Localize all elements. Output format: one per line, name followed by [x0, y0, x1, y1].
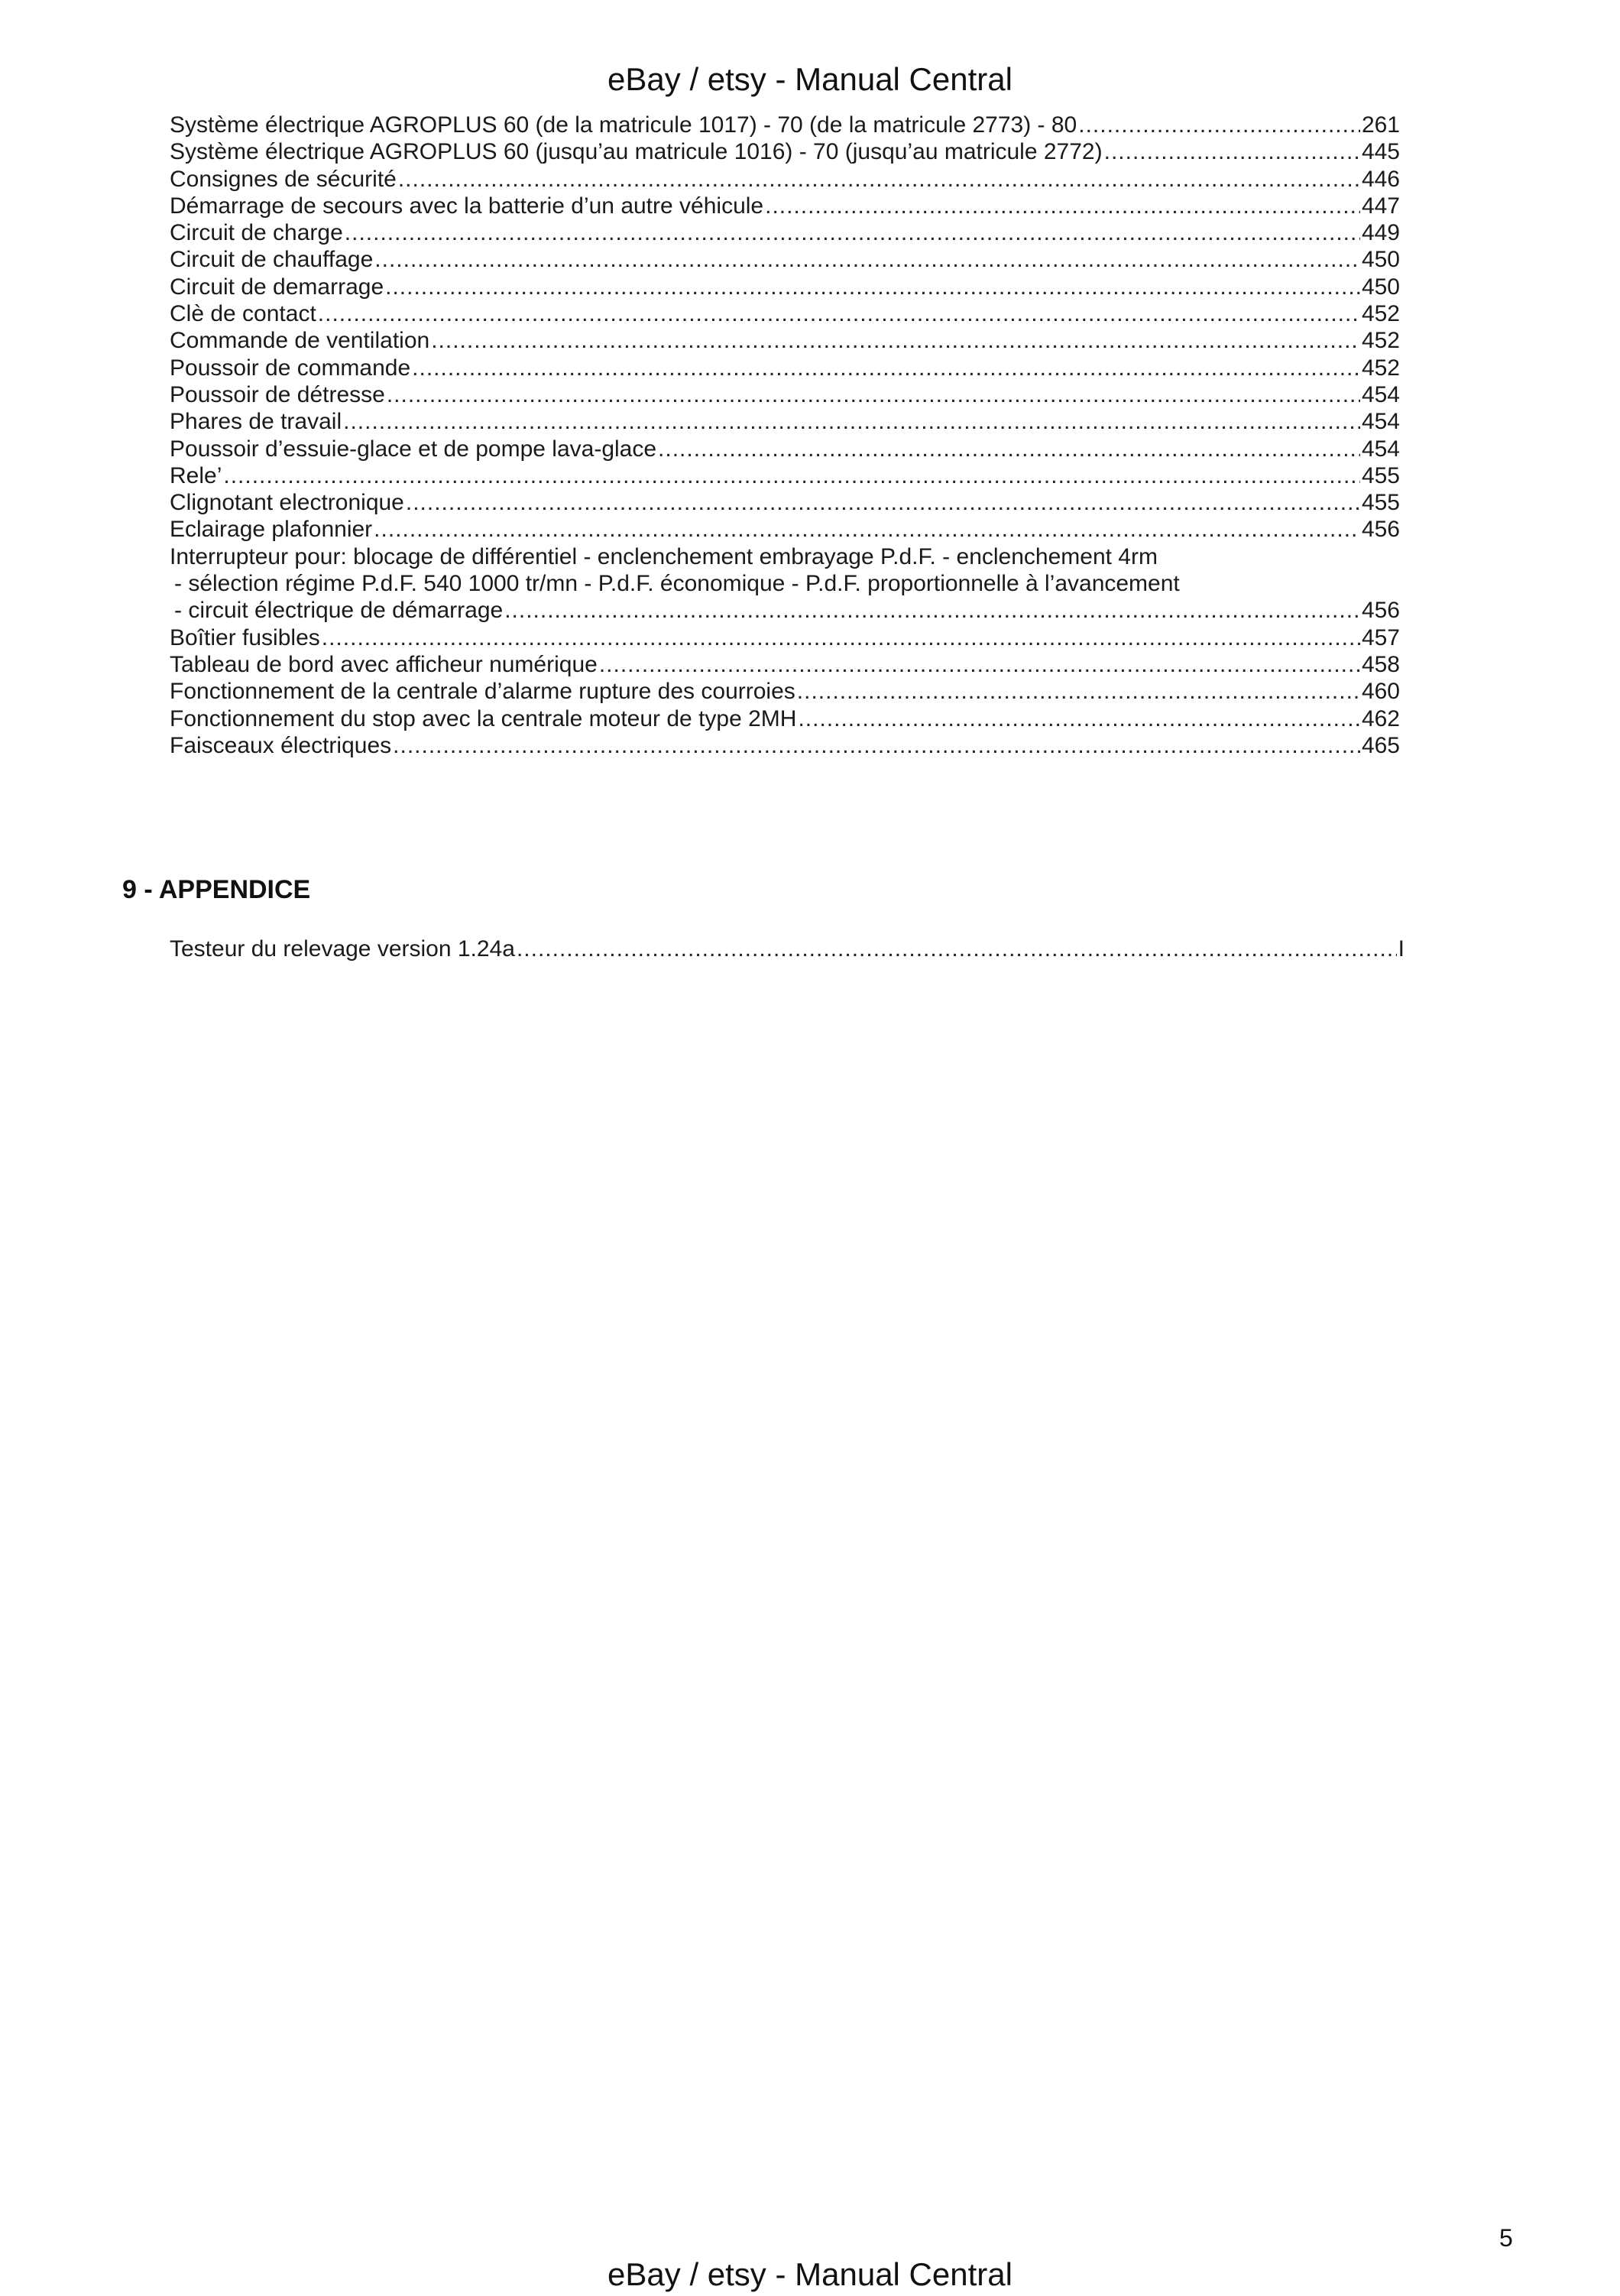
toc-entry-label: Consignes de sécurité [170, 166, 397, 192]
page-footer-title: eBay / etsy - Manual Central [608, 2256, 1013, 2292]
page-header-title: eBay / etsy - Manual Central [608, 61, 1013, 97]
toc-entry[interactable] [170, 193, 1400, 219]
section-heading-appendix: 9 - APPENDICE [122, 875, 311, 904]
toc-entry-label: Circuit de charge [170, 220, 343, 246]
toc-entry-label: Poussoir de commande [170, 355, 411, 381]
dot-leader [658, 436, 1360, 462]
toc-entry-multiline[interactable] [170, 543, 1400, 624]
toc-entry-label: Fonctionnement du stop avec la centrale moteur de type 2MH [170, 705, 797, 731]
dot-leader [798, 705, 1359, 732]
toc-entry[interactable] [170, 624, 1400, 651]
toc-entry-label: Système électrique AGROPLUS 60 (de la matricule 1017) - 70 (de la matricule 2773) - 80 [170, 112, 1077, 138]
dot-leader [1104, 138, 1360, 165]
toc-entry-line: Interrupteur pour: blocage de différentiel - enclenchement embrayage P.d.F. - enclenchement 4rm [170, 543, 1158, 569]
toc-entry-page: 458 [1361, 651, 1400, 677]
toc-entry-label: - circuit électrique de démarrage [174, 598, 504, 624]
toc-entry-label: Phares de travail [170, 409, 342, 435]
toc-entry-label: Faisceaux électriques [170, 732, 392, 758]
dot-leader [406, 489, 1360, 516]
toc-entry-line: - sélection régime P.d.F. 540 1000 tr/mn - P.d.F. économique - P.d.F. proportionnelle à l’avancement [174, 571, 1180, 597]
toc-entry[interactable] [170, 462, 1400, 489]
toc-entry-page: 454 [1361, 409, 1400, 435]
toc-entry-last-line [170, 597, 1400, 624]
toc-entry[interactable] [170, 705, 1400, 732]
toc-entry-page: 452 [1361, 328, 1400, 354]
toc-entry[interactable] [170, 489, 1400, 516]
toc-entry[interactable] [170, 138, 1400, 165]
toc-entry-label: Poussoir de détresse [170, 381, 385, 407]
toc-entry[interactable] [170, 219, 1400, 246]
dot-leader [322, 624, 1360, 651]
toc-entry-page: 460 [1361, 679, 1400, 705]
toc-entry-label: Commande de ventilation [170, 328, 430, 354]
toc-entry-label: Testeur du relevage version 1.24a [170, 936, 515, 962]
toc-entry-page: I [1398, 936, 1405, 962]
toc-entry-label: Boîtier fusibles [170, 624, 320, 650]
toc-entry-page: 449 [1361, 220, 1400, 246]
toc-entry-page: 446 [1361, 166, 1400, 192]
toc-entry[interactable] [170, 516, 1400, 543]
dot-leader [343, 408, 1360, 435]
toc-entry-label: Clè de contact [170, 301, 316, 327]
toc-entry-label: Clignotant electronique [170, 490, 404, 516]
toc-entry[interactable] [170, 112, 1400, 138]
dot-leader [412, 355, 1360, 381]
toc-entry-page: 447 [1361, 193, 1400, 219]
toc-entry[interactable] [170, 166, 1400, 193]
toc-entry-page: 450 [1361, 247, 1400, 273]
toc-entry-page: 452 [1361, 355, 1400, 381]
toc-entry-page: 456 [1361, 598, 1400, 624]
toc-entry-page: 465 [1361, 732, 1400, 758]
dot-leader [797, 678, 1360, 705]
toc-entry[interactable] [170, 274, 1400, 300]
toc-entry[interactable] [170, 327, 1400, 354]
toc-entry-label: Eclairage plafonnier [170, 517, 373, 543]
dot-leader [599, 651, 1360, 678]
dot-leader [398, 166, 1360, 193]
toc-entry[interactable] [170, 732, 1400, 759]
toc-entry-label: Circuit de chauffage [170, 247, 374, 273]
toc-entry[interactable] [170, 355, 1400, 381]
toc-entry-label: Circuit de demarrage [170, 274, 384, 300]
toc-entry-page: 455 [1361, 462, 1400, 488]
toc-entry-page: 462 [1361, 705, 1400, 731]
toc-entry[interactable] [170, 651, 1400, 678]
dot-leader [431, 327, 1360, 354]
appendix-list [170, 936, 1405, 962]
toc-entry-page: 455 [1361, 490, 1400, 516]
dot-leader [385, 274, 1360, 300]
toc-entry-page: 261 [1361, 112, 1400, 138]
dot-leader [393, 732, 1360, 759]
toc-entry-page: 452 [1361, 301, 1400, 327]
toc-entry[interactable] [170, 408, 1400, 435]
toc-entry-label: Démarrage de secours avec la batterie d’un autre véhicule [170, 193, 764, 219]
toc-entry-label: Poussoir d’essuie-glace et de pompe lava-glace [170, 436, 657, 462]
page-number: 5 [1499, 2224, 1513, 2252]
toc-entry-page: 456 [1361, 517, 1400, 543]
toc-entry-label: Fonctionnement de la centrale d’alarme rupture des courroies [170, 679, 795, 705]
dot-leader [345, 219, 1360, 246]
dot-leader [223, 462, 1360, 489]
toc-entry[interactable] [170, 678, 1400, 705]
toc-entry[interactable] [170, 936, 1405, 962]
toc-entry[interactable] [170, 381, 1400, 408]
dot-leader [387, 381, 1360, 408]
toc-entry-label: Rele’ [170, 462, 222, 488]
dot-leader [1078, 112, 1360, 138]
dot-leader [504, 597, 1360, 624]
toc-entry-page: 457 [1361, 624, 1400, 650]
dot-leader [517, 936, 1397, 962]
dot-leader [318, 300, 1360, 327]
dot-leader [374, 516, 1360, 543]
toc-entry-page: 454 [1361, 436, 1400, 462]
dot-leader [374, 246, 1360, 273]
toc-entry-label: Système électrique AGROPLUS 60 (jusqu’au matricule 1016) - 70 (jusqu’au matricule 2772) [170, 139, 1103, 165]
toc-entry[interactable] [170, 300, 1400, 327]
toc-entry-page: 454 [1361, 381, 1400, 407]
toc-entry-label: Tableau de bord avec afficheur numérique [170, 651, 598, 677]
toc-entry-page: 450 [1361, 274, 1400, 300]
toc-entry[interactable] [170, 246, 1400, 273]
dot-leader [765, 193, 1360, 219]
toc-entry-page: 445 [1361, 139, 1400, 165]
toc-entry[interactable] [170, 436, 1400, 462]
table-of-contents [170, 112, 1400, 759]
